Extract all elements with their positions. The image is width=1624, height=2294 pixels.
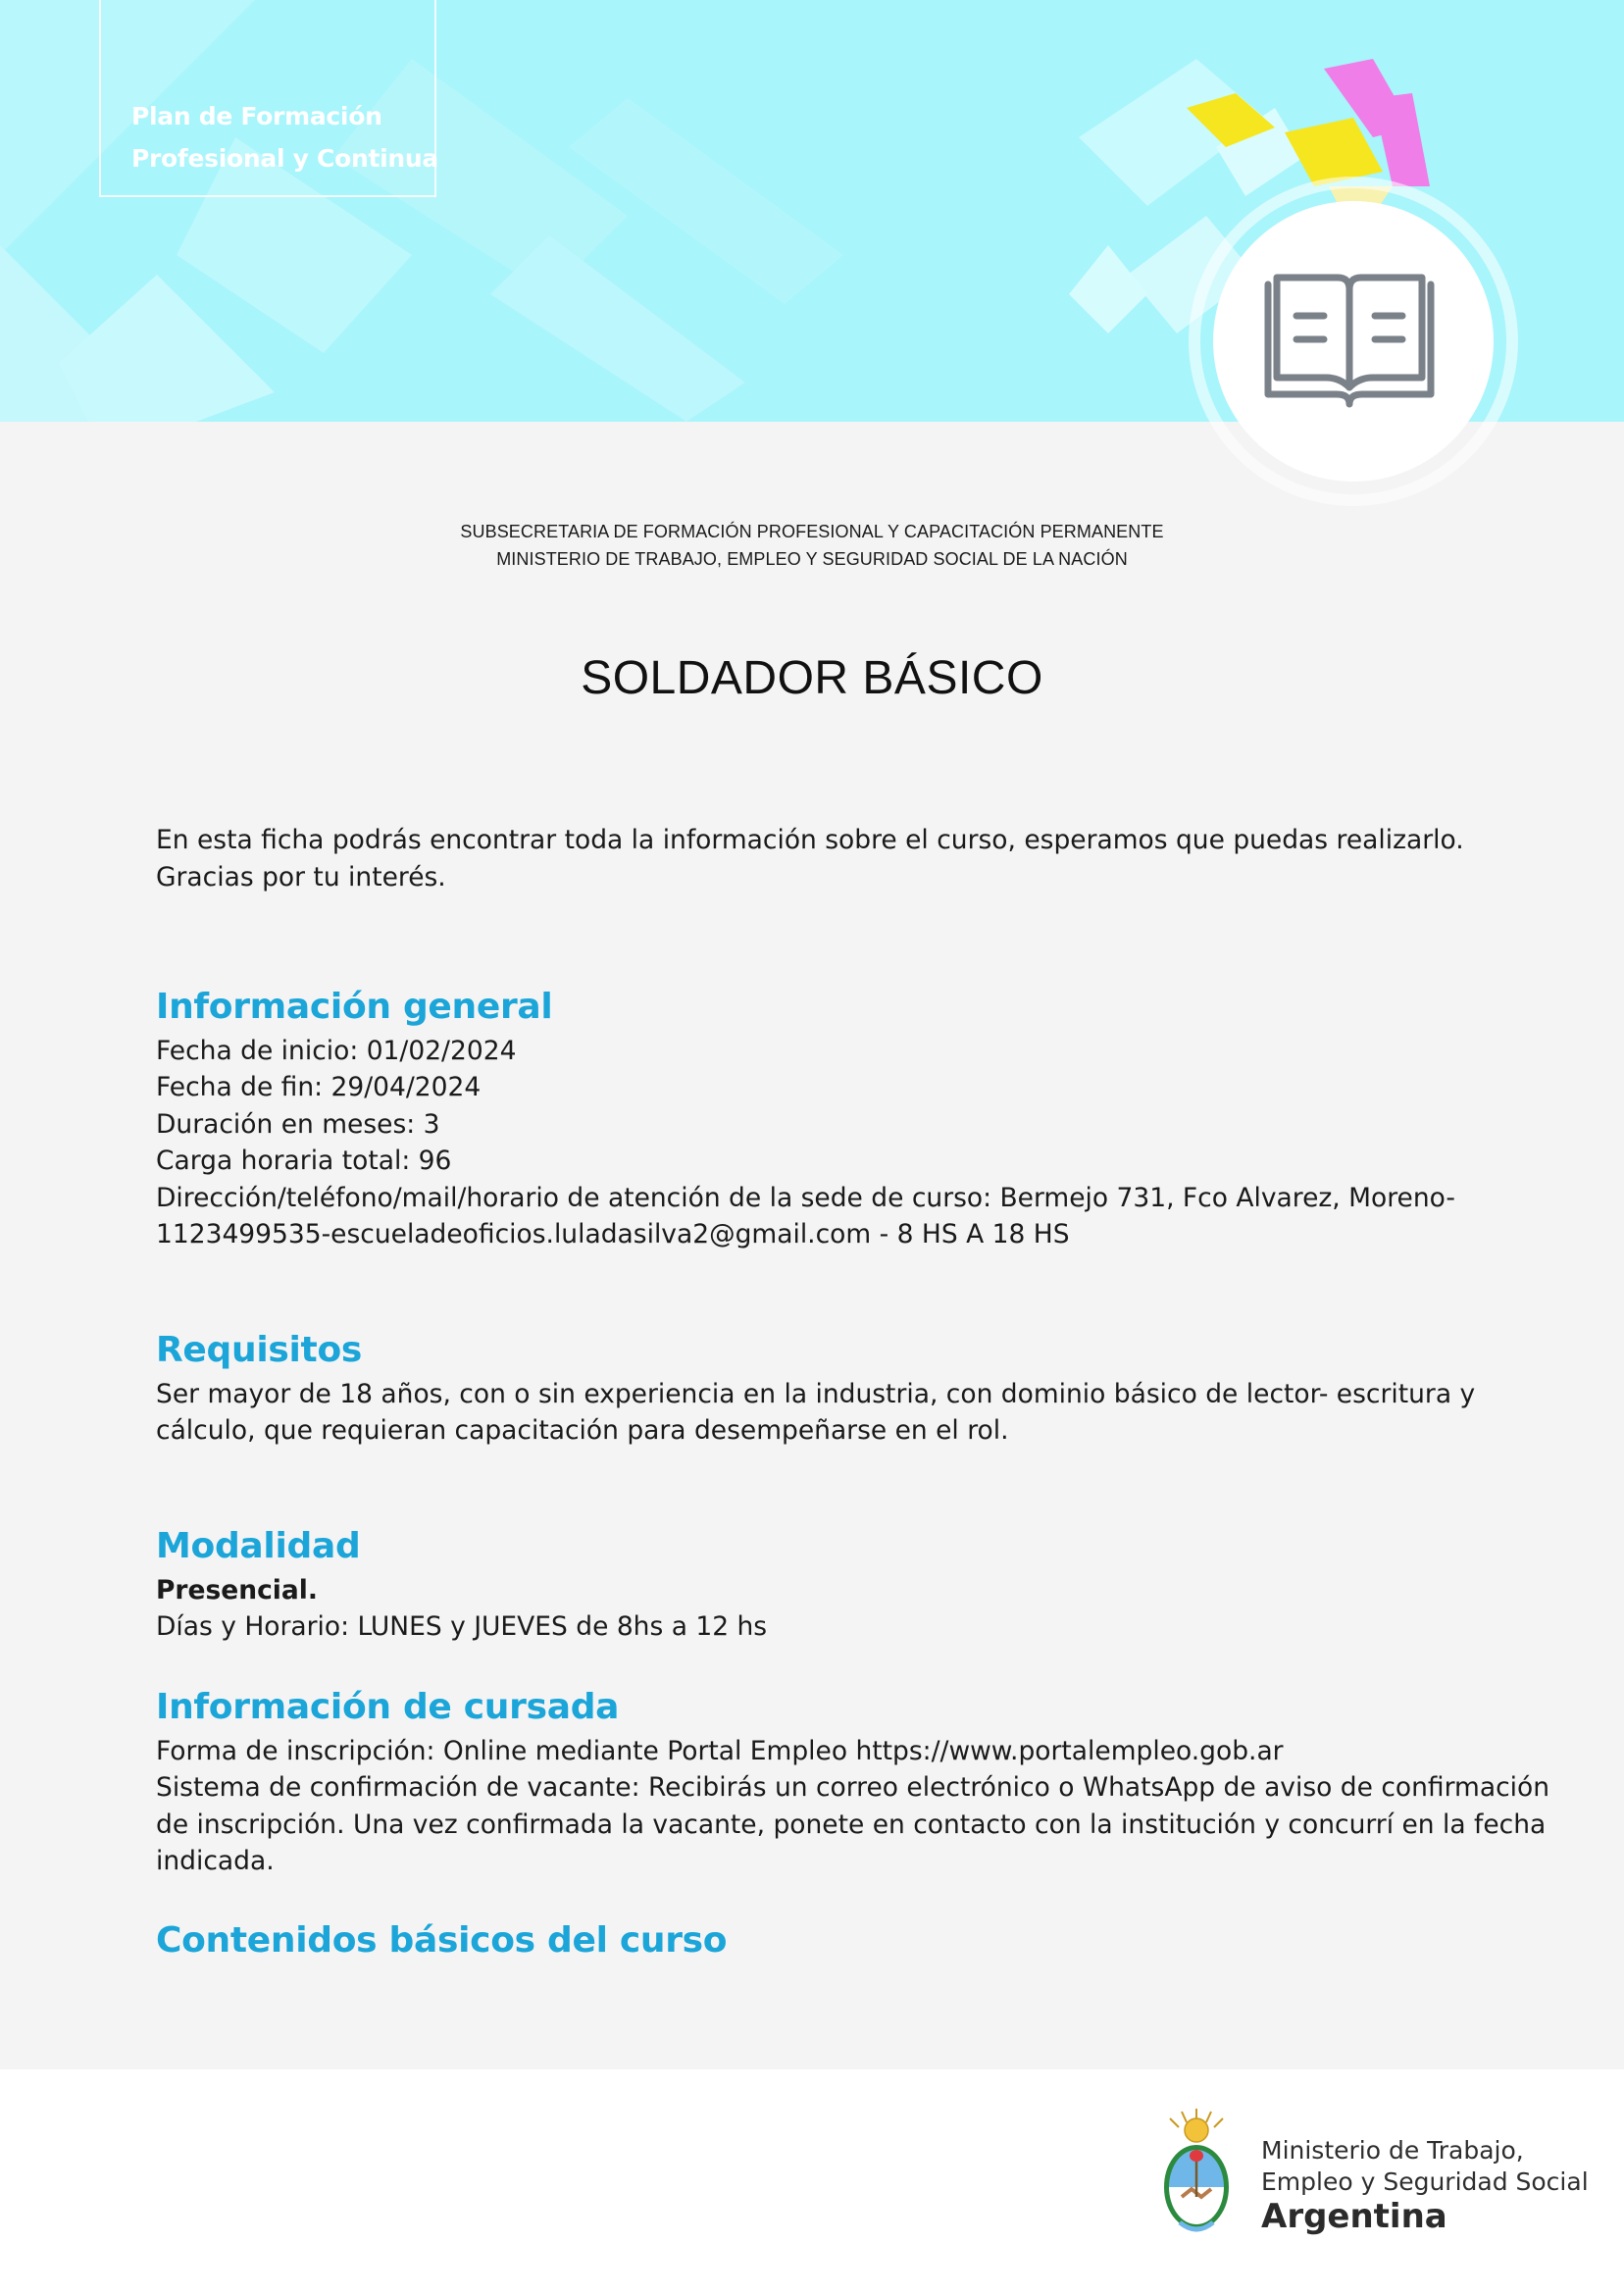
total-hours: Carga horaria total: 96 <box>156 1146 452 1176</box>
ministry-line-1: Ministerio de Trabajo, <box>1261 2136 1524 2165</box>
country-name: Argentina <box>1261 2197 1447 2236</box>
address-line-2: 1123499535-escueladeoficios.luladasilva2@gmail.com - 8 HS A 18 HS <box>156 1219 1070 1249</box>
plan-title-line-1: Plan de Formación <box>131 102 382 130</box>
plan-title-line-2: Profesional y Continua <box>131 144 438 173</box>
cursada-line-3: de inscripción. Una vez confirmada la vacante, ponete en contacto con la institución y concurrí en la fecha <box>156 1810 1547 1840</box>
course-title: SOLDADOR BÁSICO <box>581 652 1043 704</box>
section-heading-general: Información general <box>156 987 553 1027</box>
argentina-coat-of-arms-icon <box>1152 2107 1241 2239</box>
address-line-1: Dirección/teléfono/mail/horario de atención de la sede de curso: Bermejo 731, Fco Alvarez, Moreno- <box>156 1183 1455 1213</box>
start-date: Fecha de inicio: 01/02/2024 <box>156 1036 517 1066</box>
section-heading-requisitos: Requisitos <box>156 1330 363 1370</box>
section-heading-modalidad: Modalidad <box>156 1526 361 1566</box>
cursada-line-4: indicada. <box>156 1846 275 1876</box>
duration: Duración en meses: 3 <box>156 1109 440 1140</box>
ministry-line-2: Empleo y Seguridad Social <box>1261 2167 1589 2196</box>
section-heading-cursada: Información de cursada <box>156 1687 620 1727</box>
modalidad-mode: Presencial. <box>156 1575 318 1606</box>
requisitos-line-1: Ser mayor de 18 años, con o sin experiencia en la industria, con dominio básico de lector- escritura y <box>156 1379 1476 1409</box>
institution-line-2: MINISTERIO DE TRABAJO, EMPLEO Y SEGURIDAD SOCIAL DE LA NACIÓN <box>496 549 1128 569</box>
cursada-line-2: Sistema de confirmación de vacante: Recibirás un correo electrónico o WhatsApp de aviso de confirmación <box>156 1772 1550 1803</box>
requisitos-line-2: cálculo, que requieran capacitación para desempeñarse en el rol. <box>156 1415 1009 1446</box>
modalidad-schedule: Días y Horario: LUNES y JUEVES de 8hs a 12 hs <box>156 1611 768 1642</box>
cursada-line-1: Forma de inscripción: Online mediante Portal Empleo https://www.portalempleo.gob.ar <box>156 1736 1284 1766</box>
end-date: Fecha de fin: 29/04/2024 <box>156 1072 482 1102</box>
intro-paragraph: En esta ficha podrás encontrar toda la información sobre el curso, esperamos que puedas realizarlo. Gracias por tu interés. <box>156 825 1464 892</box>
institution-line-1: SUBSECRETARIA DE FORMACIÓN PROFESIONAL Y CAPACITACIÓN PERMANENTE <box>460 522 1164 541</box>
section-heading-contenidos: Contenidos básicos del curso <box>156 1920 728 1961</box>
course-badge <box>1128 147 1540 510</box>
